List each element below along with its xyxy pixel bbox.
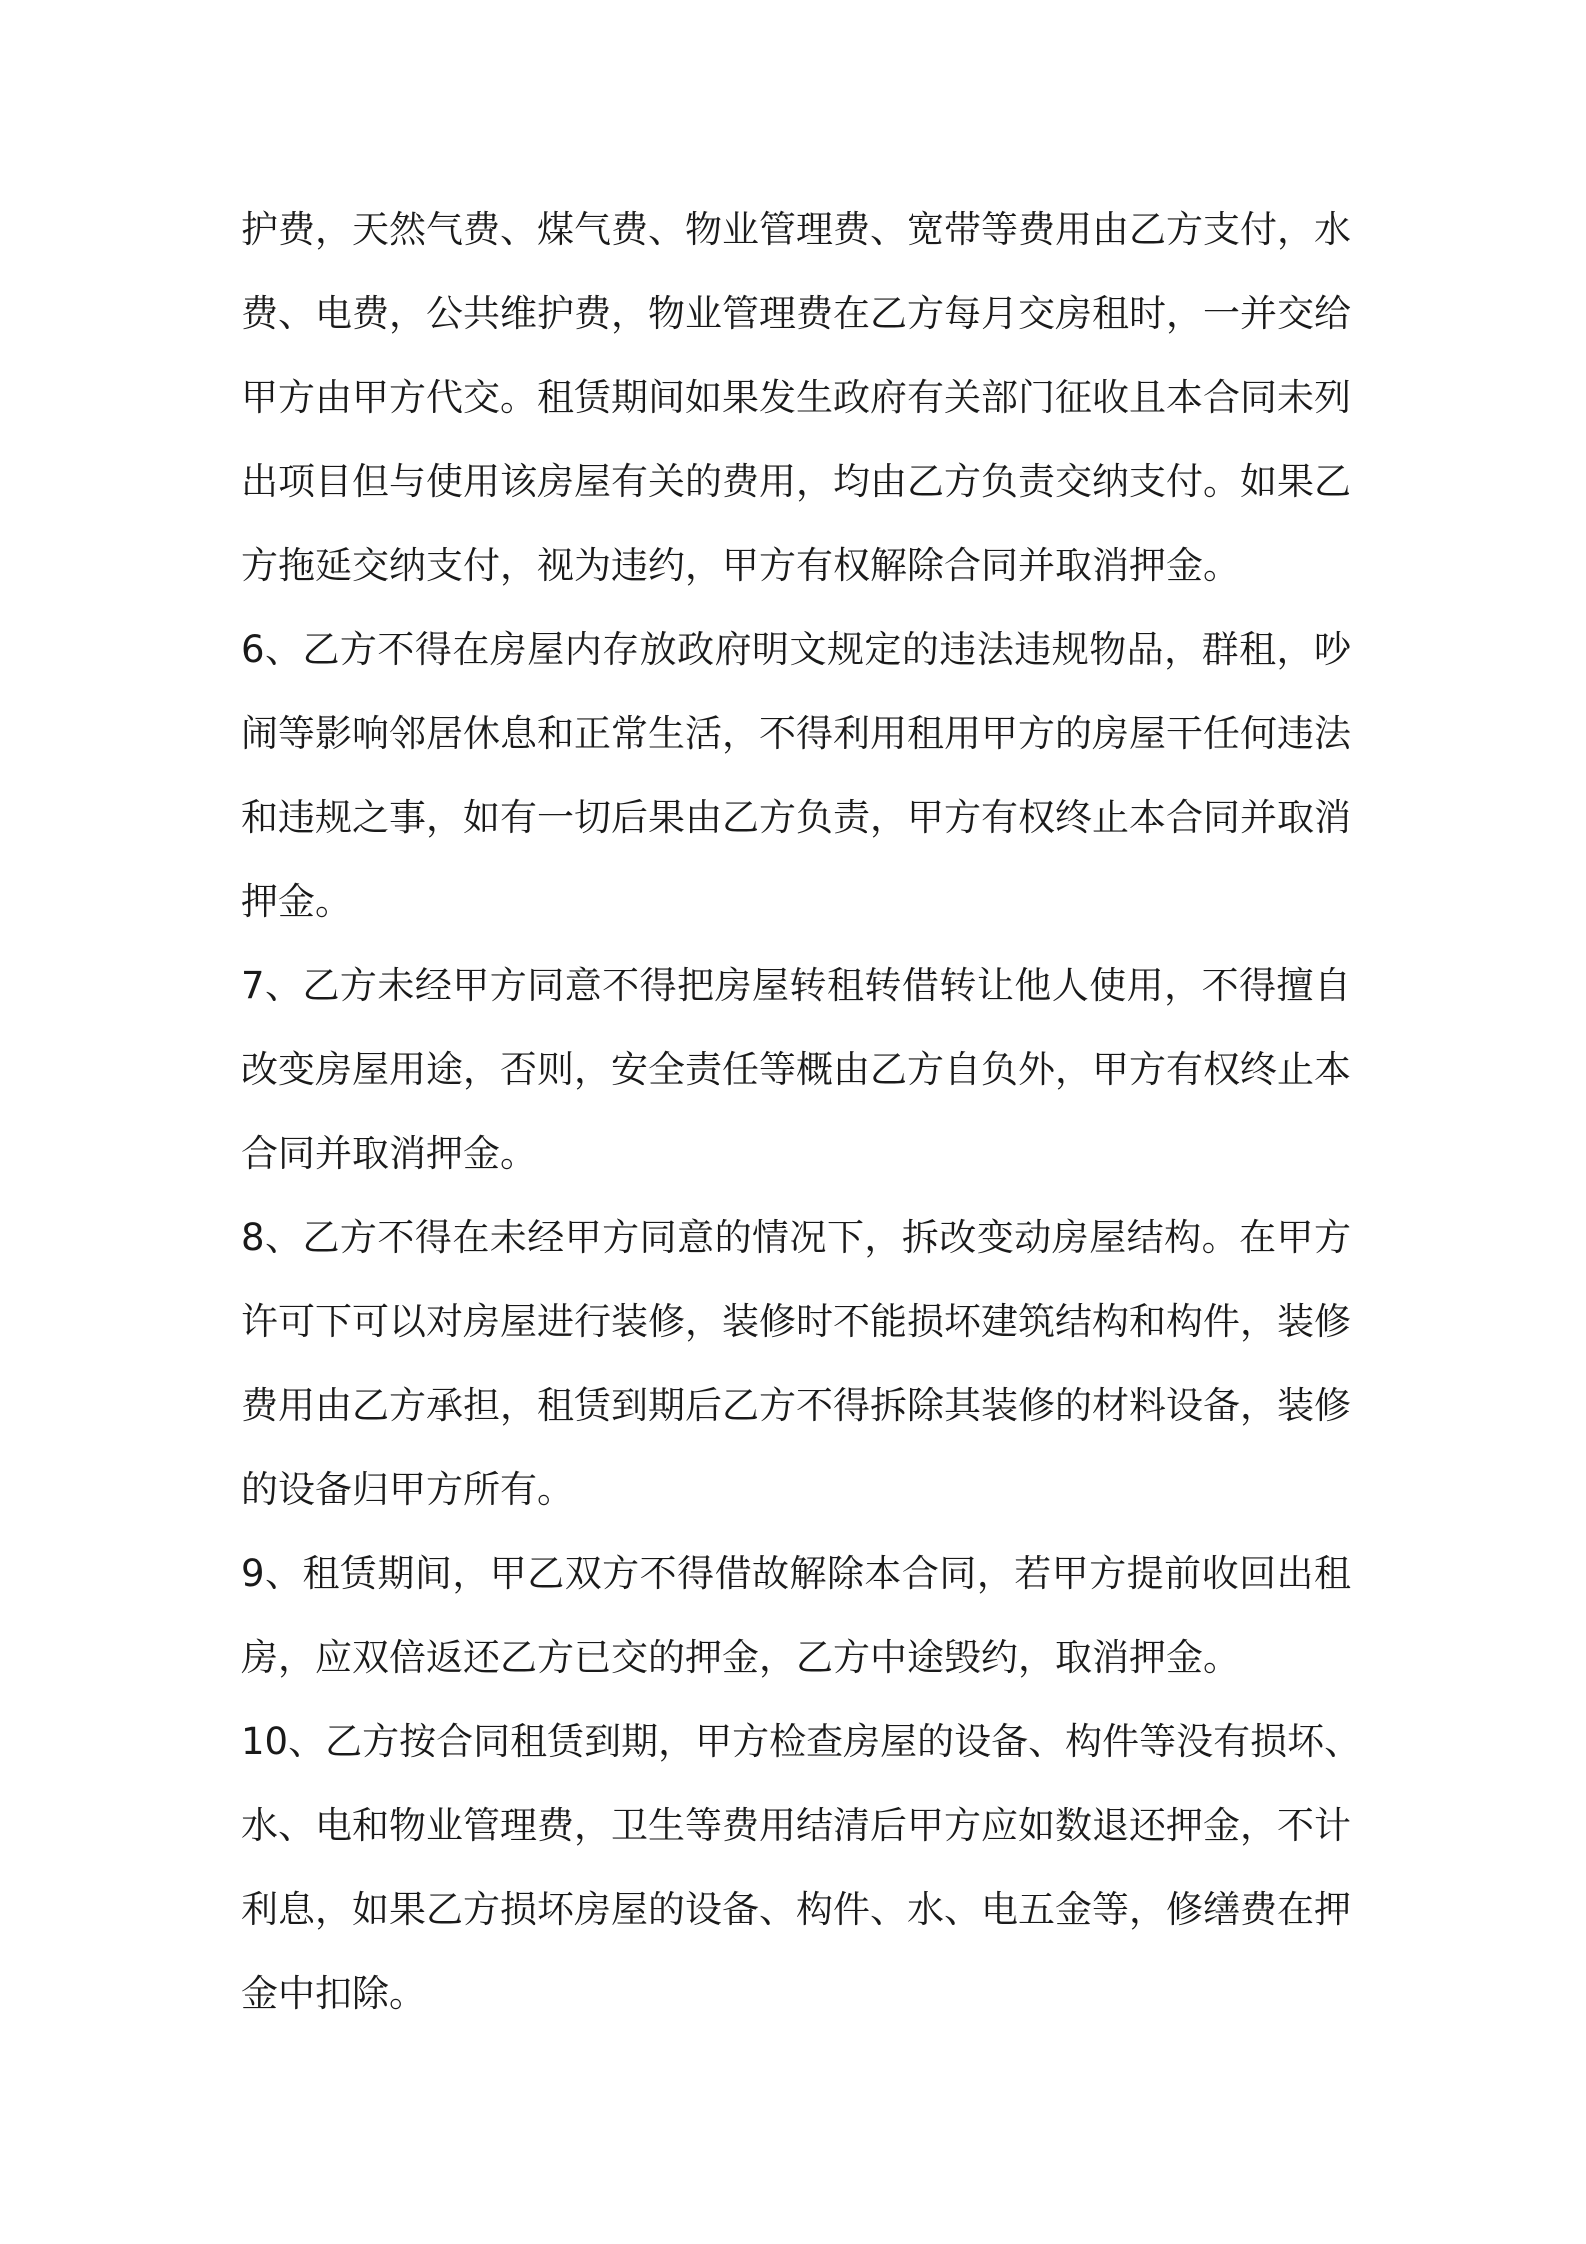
text-line: 甲方由甲方代交。租赁期间如果发生政府有关部门征收且本合同未列	[241, 376, 1351, 419]
text-line: 金中扣除。	[241, 1972, 426, 2015]
text-line: 改变房屋用途，否则，安全责任等概由乙方自负外，甲方有权终止本	[241, 1048, 1351, 1091]
text-line: 费用由乙方承担，租赁到期后乙方不得拆除其装修的材料设备，装修	[241, 1384, 1351, 1427]
text-line: 房，应双倍返还乙方已交的押金，乙方中途毁约，取消押金。	[241, 1636, 1240, 1679]
clause-7-line: 7、乙方未经甲方同意不得把房屋转租转借转让他人使用，不得擅自	[241, 964, 1351, 1007]
text-line: 合同并取消押金。	[241, 1132, 537, 1175]
clause-6-line: 6、乙方不得在房屋内存放政府明文规定的违法违规物品，群租，吵	[241, 628, 1351, 671]
text-line: 闹等影响邻居休息和正常生活，不得利用租用甲方的房屋干任何违法	[241, 712, 1351, 755]
text-line: 方拖延交纳支付，视为违约，甲方有权解除合同并取消押金。	[241, 544, 1240, 587]
text-line: 的设备归甲方所有。	[241, 1468, 574, 1511]
text-line: 利息，如果乙方损坏房屋的设备、构件、水、电五金等，修缮费在押	[241, 1888, 1351, 1931]
text-line: 押金。	[241, 880, 352, 923]
clause-10-line: 10、乙方按合同租赁到期，甲方检查房屋的设备、构件等没有损坏、	[241, 1720, 1362, 1763]
text-line: 费、电费，公共维护费，物业管理费在乙方每月交房租时，一并交给	[241, 292, 1351, 335]
text-line: 许可下可以对房屋进行装修，装修时不能损坏建筑结构和构件，装修	[241, 1300, 1351, 1343]
text-line: 护费，天然气费、煤气费、物业管理费、宽带等费用由乙方支付，水	[241, 208, 1351, 251]
contract-body	[241, 188, 1362, 2036]
text-line: 和违规之事，如有一切后果由乙方负责，甲方有权终止本合同并取消	[241, 796, 1351, 839]
text-line: 水、电和物业管理费，卫生等费用结清后甲方应如数退还押金，不计	[241, 1804, 1351, 1847]
text-line: 出项目但与使用该房屋有关的费用，均由乙方负责交纳支付。如果乙	[241, 460, 1351, 503]
clause-9-line: 9、租赁期间，甲乙双方不得借故解除本合同，若甲方提前收回出租	[241, 1552, 1351, 1595]
clause-8-line: 8、乙方不得在未经甲方同意的情况下，拆改变动房屋结构。在甲方	[241, 1216, 1351, 1259]
